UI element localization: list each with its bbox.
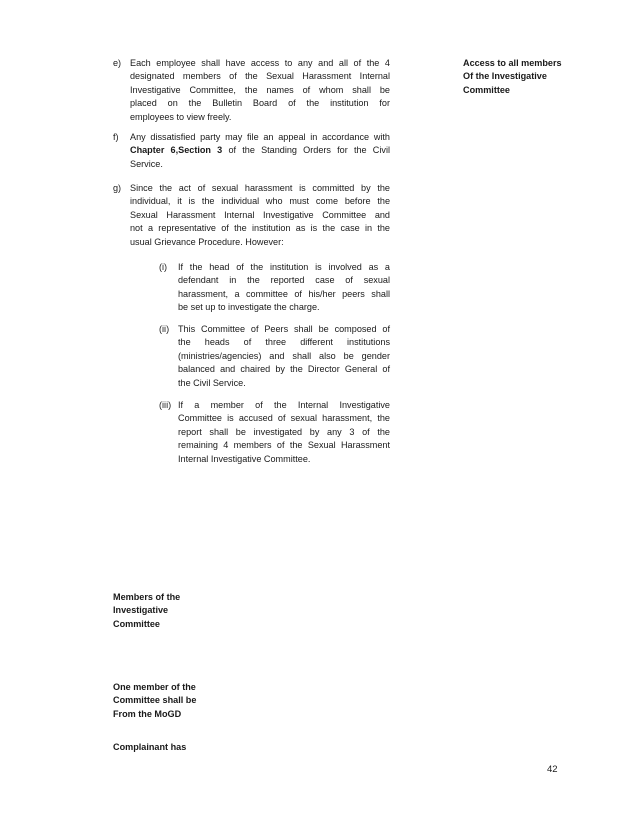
list-marker: e) (113, 58, 122, 68)
page-number: 42 (547, 764, 558, 775)
margin-note-mogd (113, 681, 223, 721)
text-line: Any dissatisfied party may file an appeal in accordance with (130, 132, 390, 142)
sub-item-text (178, 323, 390, 390)
text-line: designated members of the Sexual Harassment Internal (130, 71, 390, 82)
text-line: be set up to investigate the charge. (178, 302, 320, 313)
text-line: If a member of the Internal Investigative (178, 400, 390, 410)
text-line: If the head of the institution is involved as a (178, 262, 390, 272)
margin-note-members (113, 591, 223, 631)
text-line: Since the act of sexual harassment is committed by the (130, 183, 390, 193)
list-item-text (130, 182, 390, 249)
text-fragment: of the Standing Orders for the Civil (222, 145, 390, 156)
margin-note-complainant (113, 741, 223, 754)
text-line: This Committee of Peers shall be composed of (178, 324, 390, 334)
note-line: Committee (113, 618, 160, 629)
text-line: (ministries/agencies) and shall also be gender (178, 350, 390, 361)
text-line: Sexual Harassment Internal Investigative Committee and (130, 209, 390, 220)
list-item-text (130, 57, 390, 124)
list-marker: g) (113, 183, 122, 193)
text-line: Committee is accused of sexual harassment, the (178, 413, 390, 424)
sub-item-text (178, 261, 390, 315)
sub-marker: (ii) (159, 324, 170, 334)
text-line: Each employee shall have access to any and all of the 4 (130, 58, 390, 68)
note-line: Members of the (113, 592, 181, 602)
text-line: remaining 4 members of the Sexual Harassment (178, 440, 390, 451)
text-line: Investigative Committee, the names of whom shall be (130, 84, 390, 95)
margin-note-access (463, 57, 573, 97)
chapter-reference: Chapter 6,Section 3 (130, 145, 223, 156)
sub-marker: (i) (159, 262, 168, 272)
note-line: One member of the (113, 682, 196, 692)
text-line: harassment, a committee of his/her peers shall (178, 288, 390, 299)
text-line: defendant in the reported case of sexual (178, 275, 390, 286)
text-line: not a representative of the institution as is the case in the (130, 223, 390, 234)
note-line: Of the Investigative (463, 71, 547, 82)
text-line (130, 144, 390, 157)
text-line: balanced and chaired by the Director General of (178, 364, 390, 375)
text-line: placed on the Bulletin Board of the institution for (130, 98, 390, 109)
note-line: From the MoGD (113, 708, 182, 719)
note-line: Committee (463, 84, 510, 95)
sub-marker: (iii) (159, 400, 172, 410)
note-line: Committee shall be (113, 695, 197, 706)
sub-item-text (178, 399, 390, 466)
note-line: Investigative (113, 605, 169, 616)
list-item-text (130, 131, 390, 171)
text-line: Internal Investigative Committee. (178, 453, 311, 464)
text-line: usual Grievance Procedure. However: (130, 236, 284, 247)
text-line: the heads of three different institutions (178, 337, 390, 348)
list-marker: f) (113, 132, 119, 142)
text-line: the Civil Service. (178, 377, 246, 388)
text-line: Service. (130, 158, 163, 169)
text-line: employees to view freely. (130, 111, 232, 122)
text-line: individual, it is the individual who must come before the (130, 196, 390, 207)
text-line: report shall be investigated by any 3 of the (178, 426, 390, 437)
note-line: Access to all members (463, 58, 562, 68)
note-line: Complainant has (113, 742, 187, 752)
